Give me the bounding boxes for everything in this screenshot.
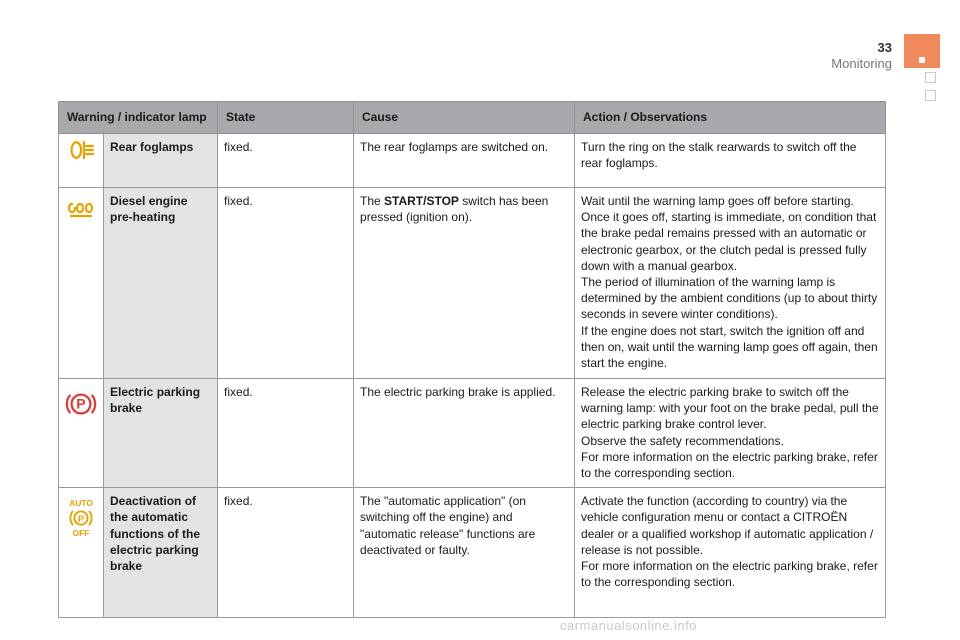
lamp-name: Electric parking brake bbox=[104, 379, 218, 488]
table-header-row bbox=[59, 102, 886, 134]
column-header-state: State bbox=[218, 102, 354, 134]
section-title: Monitoring bbox=[831, 56, 892, 71]
table-row bbox=[59, 379, 886, 488]
lamp-action: Release the electric parking brake to switch off the warning lamp: with your foot on the brake pedal, pull the electric parking brake control lever. Observe the safety recommendations. For more information on the electric parking brake, refer to the corresponding section. bbox=[575, 379, 886, 488]
lamp-action: Activate the function (according to country) via the vehicle configuration menu or contact a CITROËN dealer or a qualified workshop if automatic application / release is not possible. For more information on the electric parking brake, refer to the corresponding section. bbox=[575, 488, 886, 618]
start-stop-label: START/STOP bbox=[384, 194, 459, 208]
lamp-state: fixed. bbox=[218, 379, 354, 488]
lamp-cause bbox=[354, 188, 575, 379]
column-header-cause: Cause bbox=[354, 102, 575, 134]
lamp-action: Turn the ring on the stalk rearwards to switch off the rear foglamps. bbox=[575, 134, 886, 188]
lamp-action: Wait until the warning lamp goes off before starting. Once it goes off, starting is immediate, on condition that the brake pedal remains pressed with an automatic or electronic gearbox, or the clutch pedal is pressed fully down with a manual gearbox. The period of illumination of the warning lamp is determined by the ambient conditions (up to about thirty seconds in severe winter conditions). If the engine does not start, switch the ignition off and then on, wait until the warning lamp goes off again, then start the engine. bbox=[575, 188, 886, 379]
off-label: OFF bbox=[72, 528, 90, 539]
warning-lamp-table bbox=[58, 101, 886, 618]
table-row bbox=[59, 134, 886, 188]
diesel-preheating-icon bbox=[66, 200, 96, 220]
lamp-name: Rear foglamps bbox=[104, 134, 218, 188]
lamp-state: fixed. bbox=[218, 188, 354, 379]
page-number: 33 bbox=[877, 40, 892, 55]
parking-letter: P bbox=[76, 395, 86, 412]
cause-text-pre: The bbox=[360, 194, 385, 208]
auto-p-letter: P bbox=[77, 513, 85, 525]
lamp-name: Deactivation of the automatic functions of the electric parking brake bbox=[104, 488, 218, 618]
lamp-name: Diesel engine pre-heating bbox=[104, 188, 218, 379]
lamp-cause: The "automatic application" (on switching off the engine) and "automatic release" functions are deactivated or faulty. bbox=[354, 488, 575, 618]
watermark: carmanualsonline.info bbox=[560, 618, 697, 633]
accent-dot bbox=[919, 57, 925, 63]
column-header-action: Action / Observations bbox=[575, 102, 886, 134]
cause-text-post: switch has been pressed (ignition on). bbox=[360, 194, 549, 225]
nav-box-2 bbox=[925, 90, 936, 101]
lamp-cause: The electric parking brake is applied. bbox=[354, 379, 575, 488]
table-row bbox=[59, 188, 886, 379]
auto-p-off-icon bbox=[65, 496, 97, 542]
auto-label: AUTO bbox=[69, 498, 93, 509]
lamp-cause: The rear foglamps are switched on. bbox=[354, 134, 575, 188]
column-header-lamp: Warning / indicator lamp bbox=[59, 102, 218, 134]
nav-box-1 bbox=[925, 72, 936, 83]
lamp-state: fixed. bbox=[218, 488, 354, 618]
table-row bbox=[59, 488, 886, 618]
section-accent-square bbox=[904, 34, 940, 68]
rear-foglamp-icon bbox=[67, 139, 95, 161]
electric-parking-brake-icon bbox=[65, 389, 97, 419]
lamp-state: fixed. bbox=[218, 134, 354, 188]
